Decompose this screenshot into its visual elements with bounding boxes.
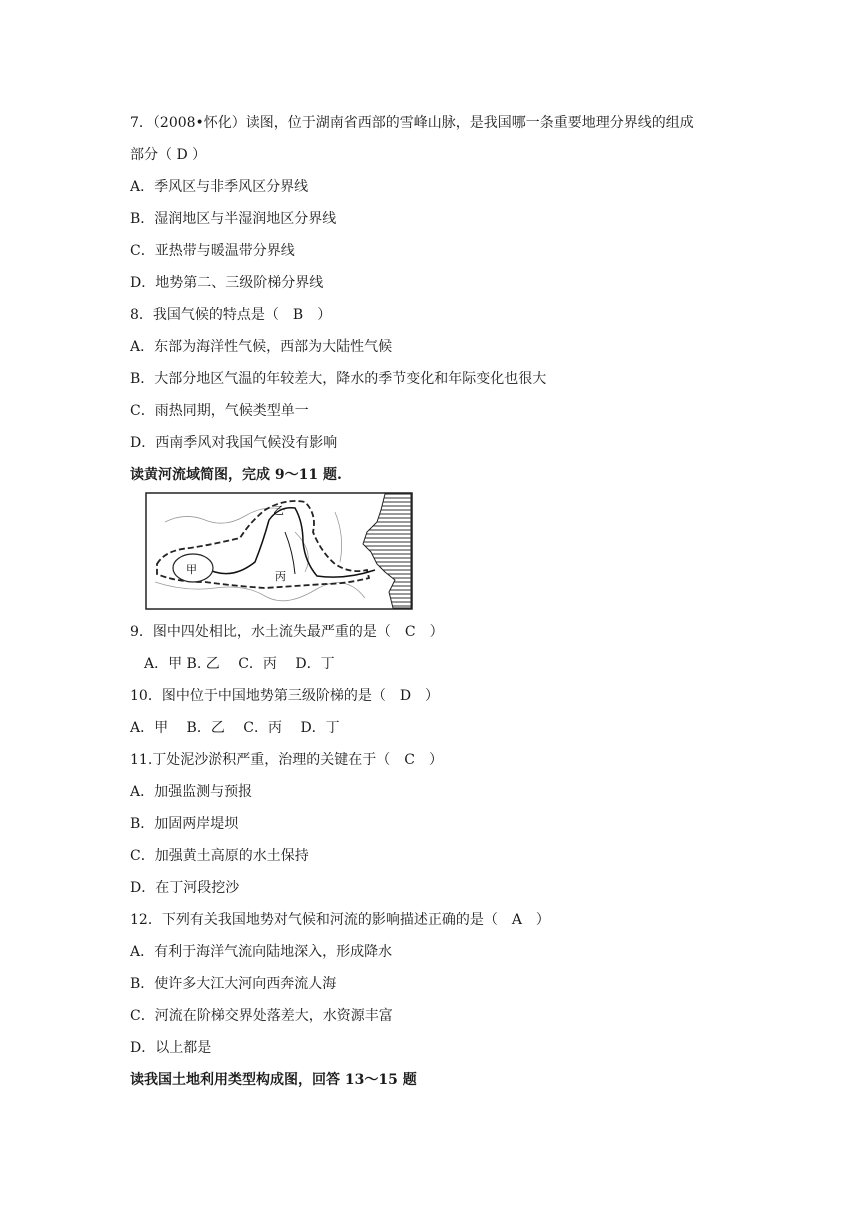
q7-option-c: C．亚热带与暖温带分界线	[130, 243, 295, 259]
q8-option-d: D．西南季风对我国气候没有影响	[130, 435, 338, 451]
q12-option-c: C．河流在阶梯交界处落差大，水资源丰富	[130, 1008, 393, 1024]
section-heading-land-use: 读我国土地利用类型构成图，回答 13～15 题	[130, 1072, 417, 1088]
q12-option-a: A．有利于海洋气流向陆地深入，形成降水	[130, 944, 393, 960]
q8-option-a: A．东部为海洋性气候，西部为大陆性气候	[130, 339, 393, 355]
map-label-bing: 丙	[275, 570, 286, 583]
q11-stem: 11.丁处泥沙淤积严重，治理的关键在于（ C ）	[130, 752, 443, 768]
yellow-river-basin-map	[145, 492, 413, 610]
q9-options: A．甲 B. 乙 C．丙 D．丁	[130, 656, 335, 672]
q12-stem: 12．下列有关我国地势对气候和河流的影响描述正确的是（ A ）	[130, 912, 550, 928]
q10-options: A．甲 B．乙 C．丙 D．丁	[130, 720, 340, 736]
q12-option-d: D．以上都是	[130, 1040, 212, 1056]
q11-option-b: B．加固两岸堤坝	[130, 816, 239, 832]
q9-stem: 9．图中四处相比，水土流失最严重的是（ C ）	[130, 624, 444, 640]
q7-option-a: A．季风区与非季风区分界线	[130, 179, 309, 195]
map-label-jia: 甲	[186, 563, 197, 576]
q7-option-b: B．湿润地区与半湿润地区分界线	[130, 211, 337, 227]
q7-stem-line1: 7．（2008•怀化）读图，位于湖南省西部的雪峰山脉，是我国哪一条重要地理分界线的组成	[130, 115, 694, 131]
q10-stem: 10．图中位于中国地势第三级阶梯的是（ D ）	[130, 688, 440, 704]
q11-option-a: A．加强监测与预报	[130, 784, 253, 800]
map-label-yi: 乙	[273, 504, 284, 517]
q7-option-d: D．地势第二、三级阶梯分界线	[130, 275, 324, 291]
q7-stem-line2: 部分（ D ）	[130, 147, 207, 163]
q11-option-c: C．加强黄土高原的水土保持	[130, 848, 309, 864]
q12-option-b: B．使许多大江大河向西奔流人海	[130, 976, 337, 992]
q8-option-b: B．大部分地区气温的年较差大，降水的季节变化和年际变化也很大	[130, 371, 547, 387]
section-heading-yellow-river: 读黄河流域简图，完成 9～11 题.	[130, 467, 342, 483]
q8-option-c: C．雨热同期，气候类型单一	[130, 403, 309, 419]
q8-stem: 8．我国气候的特点是（ B ）	[130, 307, 332, 323]
q11-option-d: D．在丁河段挖沙	[130, 880, 240, 896]
